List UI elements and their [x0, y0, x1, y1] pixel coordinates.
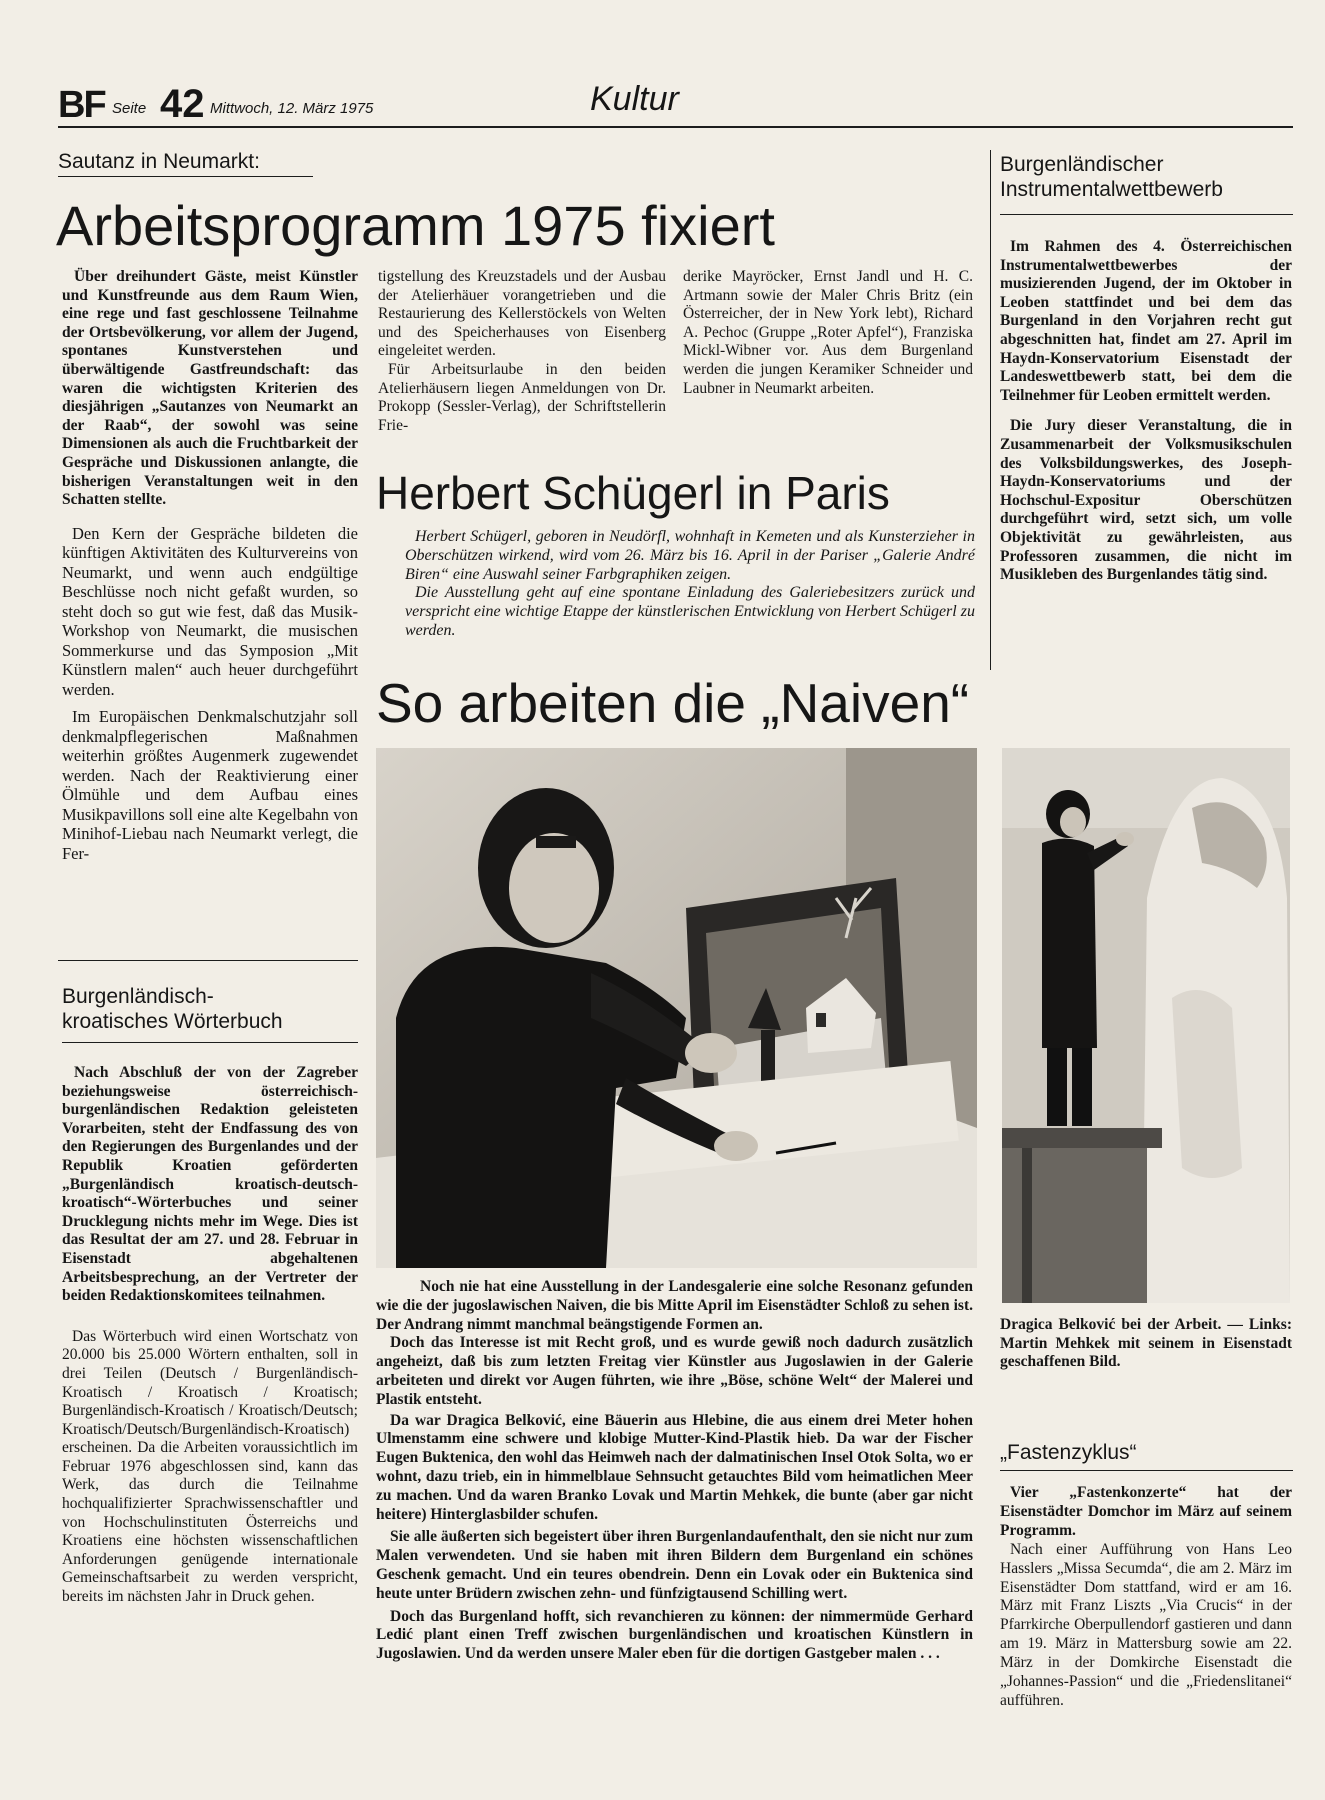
schuegerl-paragraph: Die Ausstellung geht auf eine spontane Einladung des Galeriebesitzers zurück und verspricht eine wichtige Etappe der künstlerischen Entwicklung von Herbert Schügerl zu werden. [405, 584, 975, 639]
kicker-underline [58, 176, 313, 177]
photo-artwork [1002, 748, 1290, 1303]
kicker-line: Burgenländischer [1000, 153, 1164, 176]
instrumental-kicker [1000, 152, 1223, 202]
page-label: Seite [112, 100, 147, 117]
photo-dragica-belkovic [1002, 748, 1290, 1303]
naiven-paragraph: Doch das Burgenland hofft, sich revanchieren zu können: der nimmermüde Gerhard Ledić plant einen Treff zwischen burgenländischen und kroatischen Künstlern in Jugoslawien. Und da werden unsere Maler eben für die dortigen Gastgeber malen . . . [376, 1607, 973, 1663]
main-column-2 [378, 268, 666, 443]
kicker-underline [1000, 214, 1293, 215]
issue-date: Mittwoch, 12. März 1975 [210, 100, 374, 117]
kicker-underline [1000, 1470, 1293, 1471]
kicker-line: Burgenländisch- [62, 985, 214, 1008]
photo-martin-mehkek [376, 748, 977, 1268]
schuegerl-body [405, 528, 975, 649]
kicker-line: kroatisches Wörterbuch [62, 1010, 283, 1033]
section-rule [58, 960, 358, 961]
main-paragraph: Den Kern der Gespräche bildeten die künftigen Aktivitäten des Kulturvereins von Neumarkt, und wenn auch endgültige Beschlüsse noch nicht gefaßt wurden, so steht doch so gut wie fest, daß das Musik-Workshop von Neumarkt, die musischen Sommerkurse und das Symposion „Mit Künstlern malen“ auch heuer durchgeführt werden. [62, 523, 358, 699]
fastenzyklus-paragraph: Vier „Fastenkonzerte“ hat der Eisenstädter Domchor im März auf seinem Programm. [1000, 1484, 1292, 1539]
page-number: 42 [160, 82, 205, 126]
main-column-3 [683, 268, 973, 406]
main-headline: Arbeitsprogramm 1975 fixiert [56, 194, 775, 257]
naiven-body [376, 1278, 973, 1672]
naiven-paragraph: Da war Dragica Belković, eine Bäuerin aus Hlebine, die aus einem drei Meter hohen Ulmenstamm eine schwere und klobige Mutter-Kind-Plastik hieb. Da war der Fischer Eugen Buktenica, den wohl das Heimweh nach der dalmatinischen Insel Otok Solta, wo er wohnt, dazu trieb, ein in himmelblaue Sehnsucht getauchtes Bild vom heimatlichen Meer zu machen. Und da waren Branko Lovak und Martin Mehkek, die bunte (aber gar nicht heitere) Hinterglasbilder schufen. [376, 1411, 973, 1523]
woerterbuch-paragraph: Das Wörterbuch wird einen Wortschatz von 20.000 bis 25.000 Wörtern enthalten, soll in drei Teilen (Deutsch / Burgenländisch-Kroatisch / Kroatisch / Kroatisch; Burgenländisch-Kroatisch / Kroatisch/Deutsch; Kroatisch/Deutsch/Burgenländisch-Kroatisch) erscheinen. Da die Arbeiten voraussichtlich im Februar 1976 abgeschlossen sind, kann das Werk, das durch die Teilnahme hochqualifizierter Sprachwissenschaftler und von Hochschulinstituten Österreichs und Kroatiens eine höchsten wissenschaftlichen Anforderungen genügende internationale Gemeinschaftsarbeit zu werden verspricht, bereits im nächsten Jahr in Druck gehen. [62, 1327, 358, 1606]
fastenzyklus-kicker: „Fastenzyklus“ [1000, 1441, 1137, 1464]
instrumental-paragraph: Die Jury dieser Veranstaltung, die in Zusammenarbeit der Volksmusikschulen des Volksbildungswerkes, des Joseph-Haydn-Konservatoriums und der Hochschul-Expositur Oberschützen durchgeführt wird, setzt sich, um volle Objektivität zu gewährleisten, aus Professoren zusammen, die nicht im Musikleben des Burgenlandes tätig sind. [1000, 417, 1292, 584]
main-paragraph: Für Arbeitsurlaube in den beiden Atelierhäusern liegen Anmeldungen von Dr. Prokopp (Sessler-Verlag), der Schriftstellerin Frie- [378, 360, 666, 434]
main-kicker: Sautanz in Neumarkt: [58, 150, 260, 173]
naiven-headline: So arbeiten die „Naiven“ [376, 672, 970, 734]
instrumental-body [1000, 238, 1292, 593]
main-paragraph: tigstellung des Kreuzstadels und der Ausbau der Atelierhäuer vorangetrieben und die Restaurierung des Kellerstöckels von Welten und des Speicherhauses von Eisenberg eingeleitet werden. [378, 268, 666, 360]
schuegerl-headline: Herbert Schügerl in Paris [376, 467, 890, 519]
main-lead: Über dreihundert Gäste, meist Künstler und Kunstfreunde aus dem Raum Wien, eine rege und fast geschlossene Teilnahme der Ortsbevölkerung, vor allem der Jugend, spontanes Kunstverstehen und überwältigende Gastfreundschaft: das waren die wichtigsten Kriterien des diesjährigen „Sautanzes von Neumarkt an der Raab“, der sowohl was seine Dimensionen als auch die Fruchtbarkeit der Gespräche und Diskussionen anlangte, die bisherigen Veranstaltungen weit in den Schatten stellte. [62, 268, 358, 509]
fastenzyklus-paragraph: Nach einer Aufführung von Hans Leo Hasslers „Missa Secumda“, die am 2. März im Eisenstädter Dom stattfand, wird er am 16. März mit Franz Liszts „Via Crucis“ in der Pfarrkirche Oberpullendorf gastieren und dann am 19. März in Mattersburg sowie am 22. März in der Domkirche Eisenstadt die „Johannes-Passion“ und die „Friedenslitanei“ aufführen. [1000, 1540, 1292, 1709]
instrumental-paragraph: Im Rahmen des 4. Österreichischen Instrumentalwettbewerbes der musizierenden Jugend, der im Oktober in Leoben stattfindet und bei dem das Burgenland in den Vorjahren recht gut abgeschnitten hat, findet am 27. April im Haydn-Konservatorium Eisenstadt der Landeswettbewerb statt, bei dem die Teilnehmer für Leoben ermittelt werden. [1000, 238, 1292, 404]
kicker-line: Instrumentalwettbewerb [1000, 178, 1223, 201]
naiven-paragraph: Sie alle äußerten sich begeistert über ihren Burgenlandaufenthalt, den sie nicht nur zum Malen verwendeten. Und sie haben mit ihren Bildern dem Burgenland ein schönes Geschenk gemacht. Und ein teures obendrein. Denn ein Lovak oder ein Buktenica sind heute unter Brüdern zwischen zehn- und fünfzigtausend Schilling wert. [376, 1528, 973, 1602]
main-column-1 [62, 268, 358, 871]
fastenzyklus-body [1000, 1484, 1292, 1719]
schuegerl-paragraph: Herbert Schügerl, geboren in Neudörfl, wohnhaft in Kemeten und als Kunsterzieher in Oberschützen wirkend, wird vom 26. März bis 16. April in der Pariser „Galerie André Biren“ eine Auswahl seiner Farbgraphiken zeigen. [405, 528, 975, 583]
photo-artwork [376, 748, 977, 1268]
woerterbuch-kicker [62, 984, 283, 1034]
naiven-paragraph: Noch nie hat eine Ausstellung in der Landesgalerie eine solche Resonanz gefunden wie die der jugoslawischen Naiven, die bis Mitte April im Eisenstädter Schloß zu sehen ist. Der Andrang nimmt manchmal beängstigende Formen an. [376, 1278, 973, 1333]
main-paragraph: Im Europäischen Denkmalschutzjahr soll denkmalpflegerischen Maßnahmen weiterhin größtes Augenmerk zugewendet werden. Nach der Reaktivierung einer Ölmühle und dem Aufbau eines Musikpavillons soll eine alte Kegelbahn von Minihof-Liebau nach Neumarkt verlegt, die Fer- [62, 707, 358, 863]
photo-caption: Dragica Belković bei der Arbeit. — Links: Martin Mehkek mit seinem in Eisenstadt geschaffenen Bild. [1000, 1316, 1292, 1371]
woerterbuch-paragraph: Nach Abschluß der von der Zagreber beziehungsweise österreichisch-burgenländischen Redaktion geleisteten Vorarbeiten, steht der Endfassung des von den Regierungen des Burgenlandes und der Republik Kroatien geförderten „Burgenländisch kroatisch-deutsch-kroatisch“-Wörterbuches und seiner Drucklegung nichts mehr im Wege. Dies ist das Resultat der am 27. und 28. Februar in Eisenstadt abgehaltenen Arbeitsbesprechung, an der Vertreter der beiden Redaktionskomitees teilnahmen. [62, 1064, 358, 1305]
naiven-paragraph: Doch das Interesse ist mit Recht groß, und es wurde gewiß noch dadurch zusätzlich angeheizt, daß bis zum letzten Freitag vier Künstler aus Jugoslawien in der Galerie arbeiteten und direkt vor Augen führten, wie ihre „Böse, schöne Welt“ der Malerei und Plastik entsteht. [376, 1334, 973, 1408]
masthead-logo: BF [58, 84, 105, 126]
section-title: Kultur [590, 80, 679, 118]
column-divider [990, 150, 991, 670]
main-paragraph: derike Mayröcker, Ernst Jandl und H. C. Artmann sowie der Maler Chris Britz (ein Österreicher, der in New York lebt), Richard A. Pechoc (Gruppe „Roter Apfel“), Franziska Mickl-Wibner vor. Aus dem Burgenland werden die jungen Keramiker Schneider und Laubner in Neumarkt arbeiten. [683, 268, 973, 397]
header-rule [58, 126, 1293, 128]
kicker-underline [62, 1042, 358, 1043]
woerterbuch-body [62, 1064, 358, 1615]
